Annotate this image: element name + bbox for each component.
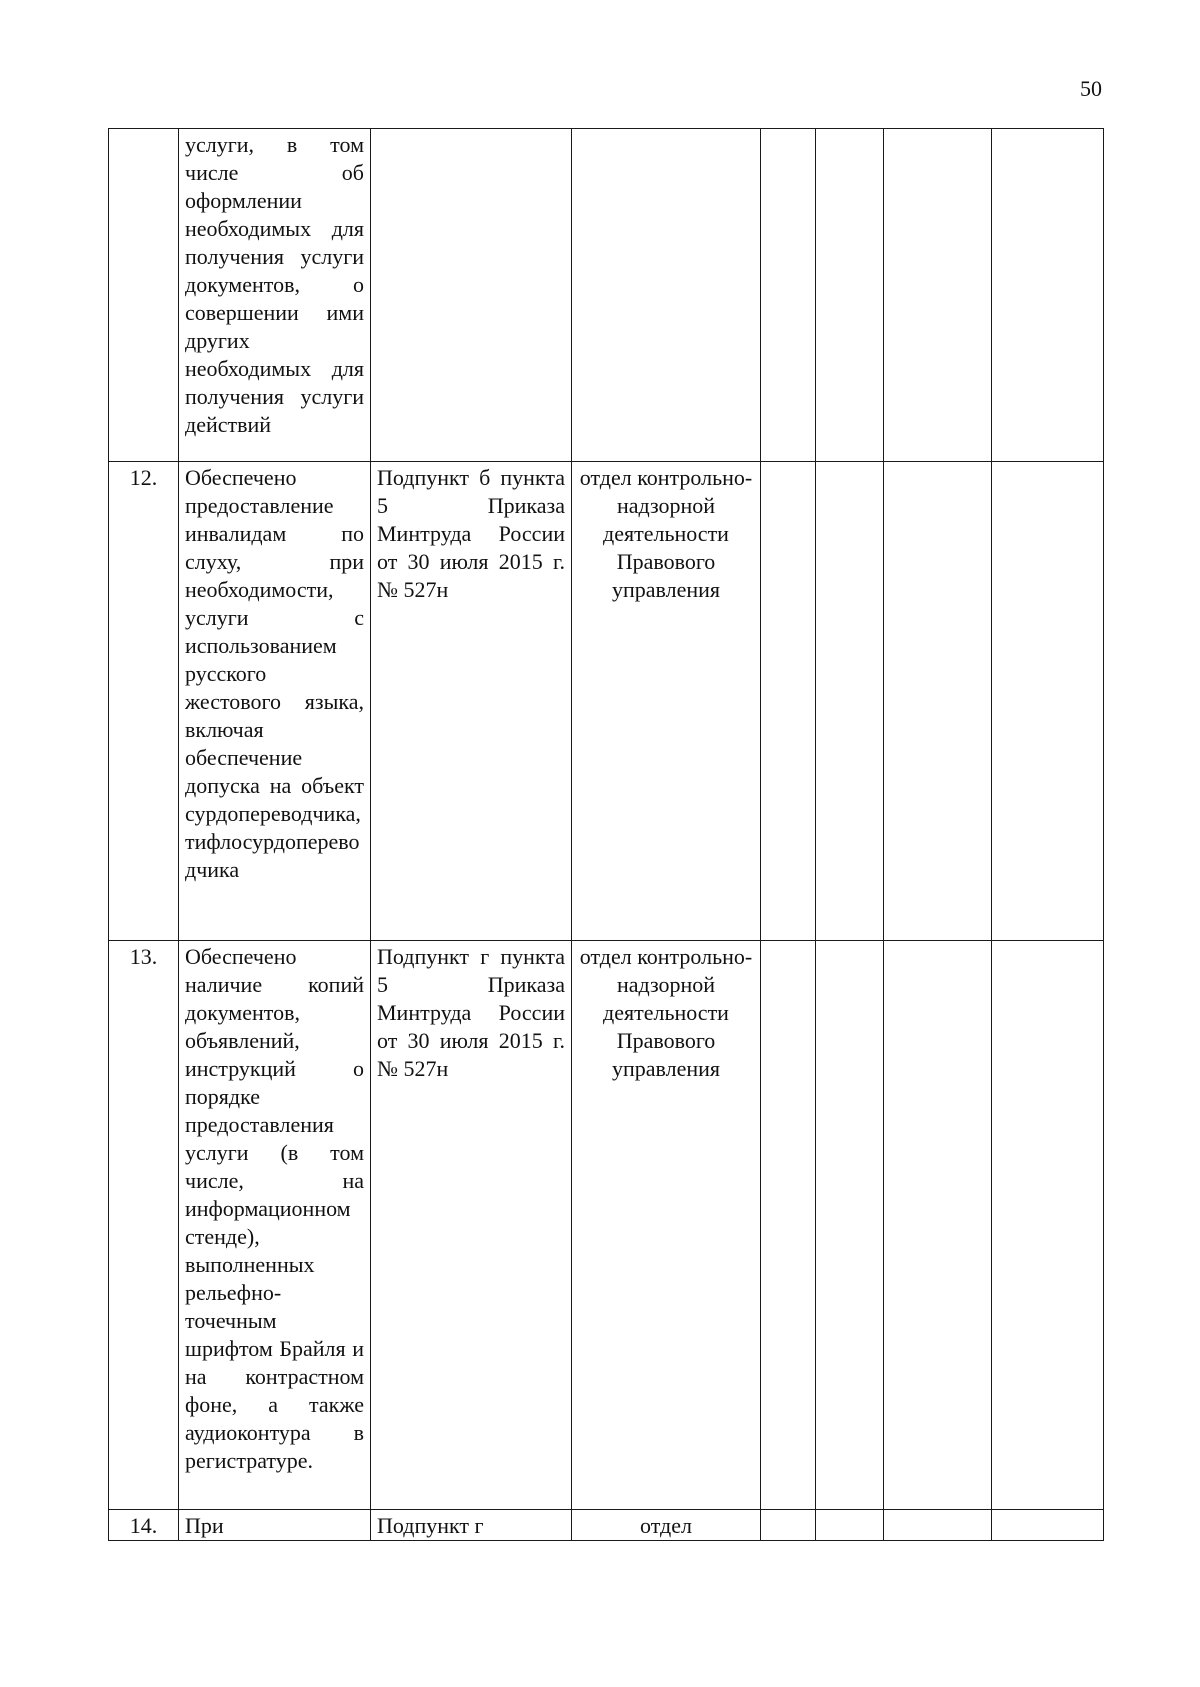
empty-cell xyxy=(761,941,816,1510)
empty-cell xyxy=(761,1510,816,1541)
empty-cell xyxy=(992,941,1104,1510)
empty-cell xyxy=(761,129,816,462)
requirement-cell xyxy=(179,129,371,462)
department-text: отдел xyxy=(640,1513,692,1538)
empty-cell xyxy=(992,129,1104,462)
table-row xyxy=(109,129,1104,462)
empty-cell xyxy=(816,941,884,1510)
legal-basis-text: Подпункт б пункта 5 Приказа Минтруда России от 30 июля 2015 г. № 527н xyxy=(377,465,565,602)
empty-cell xyxy=(884,129,992,462)
empty-cell xyxy=(884,941,992,1510)
department-cell xyxy=(572,1510,761,1541)
row-number-cell: 13. xyxy=(109,941,179,1510)
row-number-cell xyxy=(109,129,179,462)
legal-basis-text: Подпункт г пункта 5 Приказа Минтруда России от 30 июля 2015 г. № 527н xyxy=(377,944,565,1081)
document-table xyxy=(108,128,1104,1541)
requirement-cell xyxy=(179,941,371,1510)
row-number-cell: 14. xyxy=(109,1510,179,1541)
department-text: отдел контрольно-надзорной деятельности Правового управления xyxy=(579,465,753,602)
page-number: 50 xyxy=(1080,76,1102,101)
table-row xyxy=(109,1510,1104,1541)
empty-cell xyxy=(992,462,1104,941)
legal-basis-cell xyxy=(371,462,572,941)
empty-cell xyxy=(816,1510,884,1541)
requirement-text: Обеспечено наличие копий документов, объявлений, инструкций о порядке предоставления услуги (в том числе, на информационном стенде), выполненных рельефно-точечным шрифтом Брайля и на контрастном фоне, а также аудиоконтура в регистратуре. xyxy=(185,944,364,1473)
requirement-cell xyxy=(179,1510,371,1541)
legal-basis-text: Подпункт г xyxy=(377,1513,484,1538)
table-row xyxy=(109,941,1104,1510)
department-text: отдел контрольно-надзорной деятельности Правового управления xyxy=(579,944,753,1081)
empty-cell xyxy=(816,129,884,462)
empty-cell xyxy=(992,1510,1104,1541)
row-number-cell: 12. xyxy=(109,462,179,941)
requirement-text: Обеспечено предоставление инвалидам по слуху, при необходимости, услуги с использованием русского жестового языка, включая обеспечение допуска на объект сурдопереводчика, тифлосурдопереводчика xyxy=(185,465,364,882)
department-cell xyxy=(572,941,761,1510)
legal-basis-cell xyxy=(371,129,572,462)
legal-basis-cell xyxy=(371,1510,572,1541)
requirement-text: При xyxy=(185,1513,224,1538)
requirement-cell xyxy=(179,462,371,941)
requirement-text: услуги, в том числе об оформлении необходимых для получения услуги документов, о совершении ими других необходимых для получения услуги действий xyxy=(185,132,364,437)
empty-cell xyxy=(884,462,992,941)
empty-cell xyxy=(816,462,884,941)
legal-basis-cell xyxy=(371,941,572,1510)
department-cell xyxy=(572,462,761,941)
empty-cell xyxy=(884,1510,992,1541)
department-cell xyxy=(572,129,761,462)
empty-cell xyxy=(761,462,816,941)
table-row xyxy=(109,462,1104,941)
